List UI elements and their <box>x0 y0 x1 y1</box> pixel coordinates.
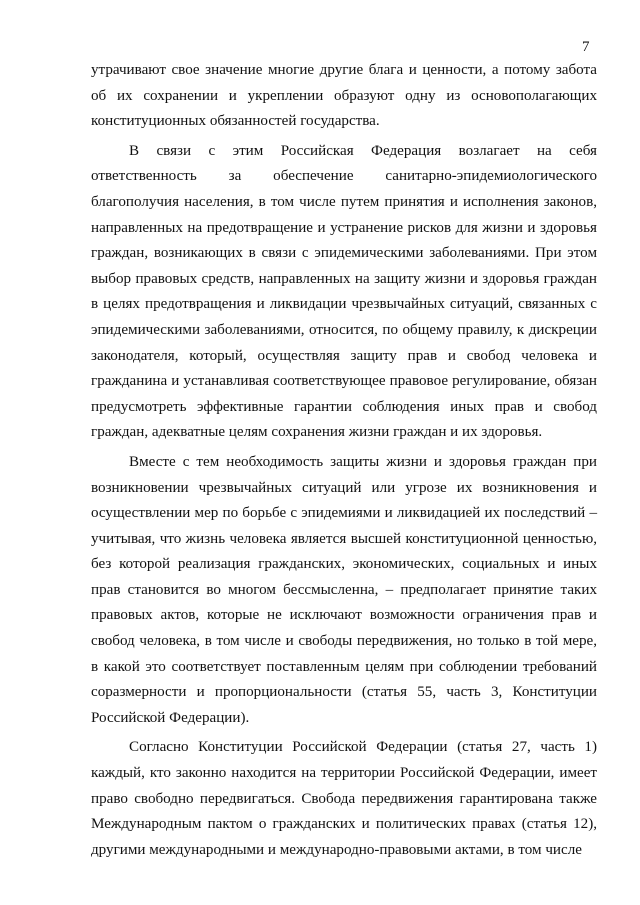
paragraph-life-protection: Вместе с тем необходимость защиты жизни и здоровья граждан при возникновении чрезвычайных ситуаций или угрозе их возникновения и осуществлении мер по борьбе с эпидемиями и ликвидацией их последствий – учитывая, что жизнь человека является высшей конституционной ценностью, без которой реализация гражданских, экономических, социальных и иных прав становится во многом бессмысленна, – предполагает принятие таких правовых актов, которые не исключают возможности ограничения прав и свобод человека, в том числе и свободы передвижения, но только в той мере, в какой это соответствует поставленным целям при соблюдении требований соразмерности и пропорциональности (статья 55, часть 3, Конституции Российской Федерации). <box>91 453 597 726</box>
paragraph-continuation: утрачивают свое значение многие другие блага и ценности, а потому забота об их сохранении и укреплении образуют одну из основополагающих конституционных обязанностей государства. <box>91 62 597 130</box>
paragraph-freedom-of-movement: Согласно Конституции Российской Федерации (статья 27, часть 1) каждый, кто законно находится на территории Российской Федерации, имеет право свободно передвигаться. Свобода передвижения гарантирована также Международным пактом о гражданских и политических правах (статья 12), другими международными и международно-правовыми актами, в том числе <box>91 739 597 858</box>
page-number: 7 <box>582 39 590 55</box>
paragraph-federation-responsibility: В связи с этим Российская Федерация возлагает на себя ответственность за обеспечение санитарно-эпидемиологического благополучия населения, в том числе путем принятия и исполнения законов, направленных на предотвращение и устранение рисков для жизни и здоровья граждан, возникающих в связи с эпидемическими заболеваниями. При этом выбор правовых средств, направленных на защиту жизни и здоровья граждан в целях предотвращения и ликвидации чрезвычайных ситуаций, связанных с эпидемическими заболеваниями, относится, по общему правилу, к дискреции законодателя, который, осуществляя защиту прав и свобод человека и гражданина и устанавливая соответствующее правовое регулирование, обязан предусмотреть эффективные гарантии соблюдения иных прав и свобод граждан, адекватные целям сохранения жизни граждан и их здоровья. <box>91 142 597 441</box>
document-body <box>91 58 597 863</box>
